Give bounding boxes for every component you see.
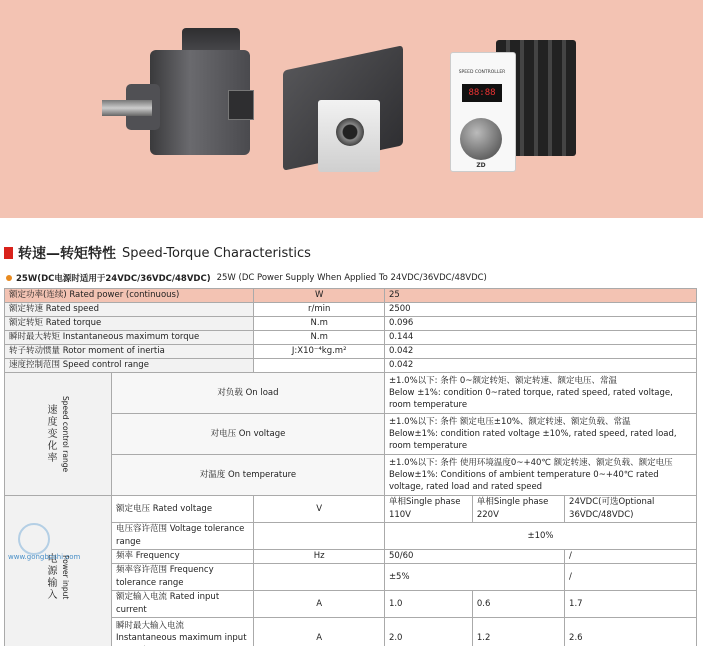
- watermark-text: www.gongboshi.com: [8, 553, 66, 561]
- row-value: 2500: [384, 303, 696, 317]
- row-value: 25: [384, 289, 696, 303]
- table-row: [5, 331, 697, 345]
- spec-table: [4, 288, 697, 646]
- note-line-en: Below ±1%: condition 0~rated torque, rated speed, rated voltage, room temperature: [389, 387, 692, 411]
- product-hero-banner: [0, 0, 703, 218]
- note-line-cn: ±1.0%以下: 条件 0~额定转矩、额定转速、额定电压、常温: [389, 375, 692, 387]
- value-dc: 24VDC(可选Optional 36VDC/48VDC): [565, 496, 697, 523]
- row-label-cn: 瞬时最大输入电流: [116, 620, 249, 632]
- bullet-dot-icon: [6, 275, 12, 281]
- speed-group-header: [5, 373, 112, 496]
- row-unit: [254, 564, 385, 591]
- row-label: 速度控制范围 Speed control range: [5, 359, 254, 373]
- table-row: [5, 303, 697, 317]
- value-110v: 2.0: [384, 618, 472, 646]
- title-square-icon: [4, 247, 13, 259]
- controller-knob: [460, 118, 502, 160]
- condition-label: 对负载 On load: [112, 373, 385, 414]
- note-line-en: Below±1%: Conditions of ambient temperature 0~+40℃ rated voltage, rated load and rated speed: [389, 469, 692, 493]
- value-220v: 单相Single phase 220V: [472, 496, 564, 523]
- row-unit: J:X10⁻⁴kg.m²: [254, 345, 385, 359]
- row-label: 频率容许范围 Frequency tolerance range: [112, 564, 254, 591]
- value-dc: /: [565, 550, 697, 564]
- row-unit: A: [254, 618, 385, 646]
- title-en: Speed-Torque Characteristics: [122, 246, 311, 261]
- condition-note: [384, 373, 696, 414]
- spec-subtitle: [6, 272, 487, 284]
- condition-label: 对温度 On temperature: [112, 455, 385, 496]
- table-row: [5, 289, 697, 303]
- row-label: 额定转速 Rated speed: [5, 303, 254, 317]
- subtitle-cn: 25W(DC电源时适用于24VDC/36VDC/48VDC): [16, 272, 211, 284]
- power-group-en: Power input: [59, 555, 72, 599]
- row-label: 转子转动惯量 Rotor moment of inertia: [5, 345, 254, 359]
- controller-label: SPEED CONTROLLER: [453, 70, 511, 75]
- value-dc: 2.6: [565, 618, 697, 646]
- row-label: 频率 Frequency: [112, 550, 254, 564]
- row-label: 电压容许范围 Voltage tolerance range: [112, 523, 254, 550]
- value-span: ±10%: [384, 523, 696, 550]
- note-line-cn: ±1.0%以下: 条件 使用环境温度0~+40℃ 额定转速、额定负载、额定电压: [389, 457, 692, 469]
- table-row: [5, 317, 697, 331]
- section-title: [4, 243, 311, 263]
- row-label: 额定输入电流 Rated input current: [112, 591, 254, 618]
- row-unit: [254, 523, 385, 550]
- value-ac: ±5%: [384, 564, 564, 591]
- table-row: [5, 359, 697, 373]
- watermark-logo-icon: [18, 523, 50, 555]
- row-value: 0.042: [384, 359, 696, 373]
- note-line-cn: ±1.0%以下: 条件 额定电压±10%、额定转速、额定负载、常温: [389, 416, 692, 428]
- speed-group-cn: 速度变化率: [44, 404, 57, 464]
- power-group-header: [5, 496, 112, 646]
- value-220v: 0.6: [472, 591, 564, 618]
- condition-note: [384, 414, 696, 455]
- value-110v: 单相Single phase 110V: [384, 496, 472, 523]
- controller-logo: ZD: [466, 162, 496, 169]
- table-row: [5, 496, 697, 523]
- controller-display: 88:88: [462, 84, 502, 102]
- row-label: [112, 618, 254, 646]
- power-group-cn: 电源输入: [44, 553, 57, 601]
- row-unit: [254, 359, 385, 373]
- row-unit: V: [254, 496, 385, 523]
- title-cn: 转速—转矩特性: [18, 243, 116, 263]
- value-220v: 1.2: [472, 618, 564, 646]
- table-row: [5, 373, 697, 414]
- row-value: 0.042: [384, 345, 696, 359]
- row-unit: W: [254, 289, 385, 303]
- row-label: 瞬时最大转矩 Instantaneous maximum torque: [5, 331, 254, 345]
- row-label-en: Instantaneous maximum input: [116, 632, 249, 646]
- row-label: 额定电压 Rated voltage: [112, 496, 254, 523]
- row-unit: N.m: [254, 317, 385, 331]
- subtitle-en: 25W (DC Power Supply When Applied To 24VDC/36VDC/48VDC): [217, 273, 487, 283]
- row-unit: N.m: [254, 331, 385, 345]
- row-value: 0.144: [384, 331, 696, 345]
- note-line-en: Below±1%: condition rated voltage ±10%, rated speed, rated load, room temperature: [389, 428, 692, 452]
- row-unit: r/min: [254, 303, 385, 317]
- value-ac: 50/60: [384, 550, 564, 564]
- value-110v: 1.0: [384, 591, 472, 618]
- value-dc: 1.7: [565, 591, 697, 618]
- value-dc: /: [565, 564, 697, 591]
- row-label: 额定转矩 Rated torque: [5, 317, 254, 331]
- table-row: [5, 345, 697, 359]
- row-value: 0.096: [384, 317, 696, 331]
- row-unit: Hz: [254, 550, 385, 564]
- row-unit: A: [254, 591, 385, 618]
- speed-group-en: Speed control range: [59, 396, 72, 472]
- condition-label: 对电压 On voltage: [112, 414, 385, 455]
- condition-note: [384, 455, 696, 496]
- row-label: 额定功率(连续) Rated power (continuous): [5, 289, 254, 303]
